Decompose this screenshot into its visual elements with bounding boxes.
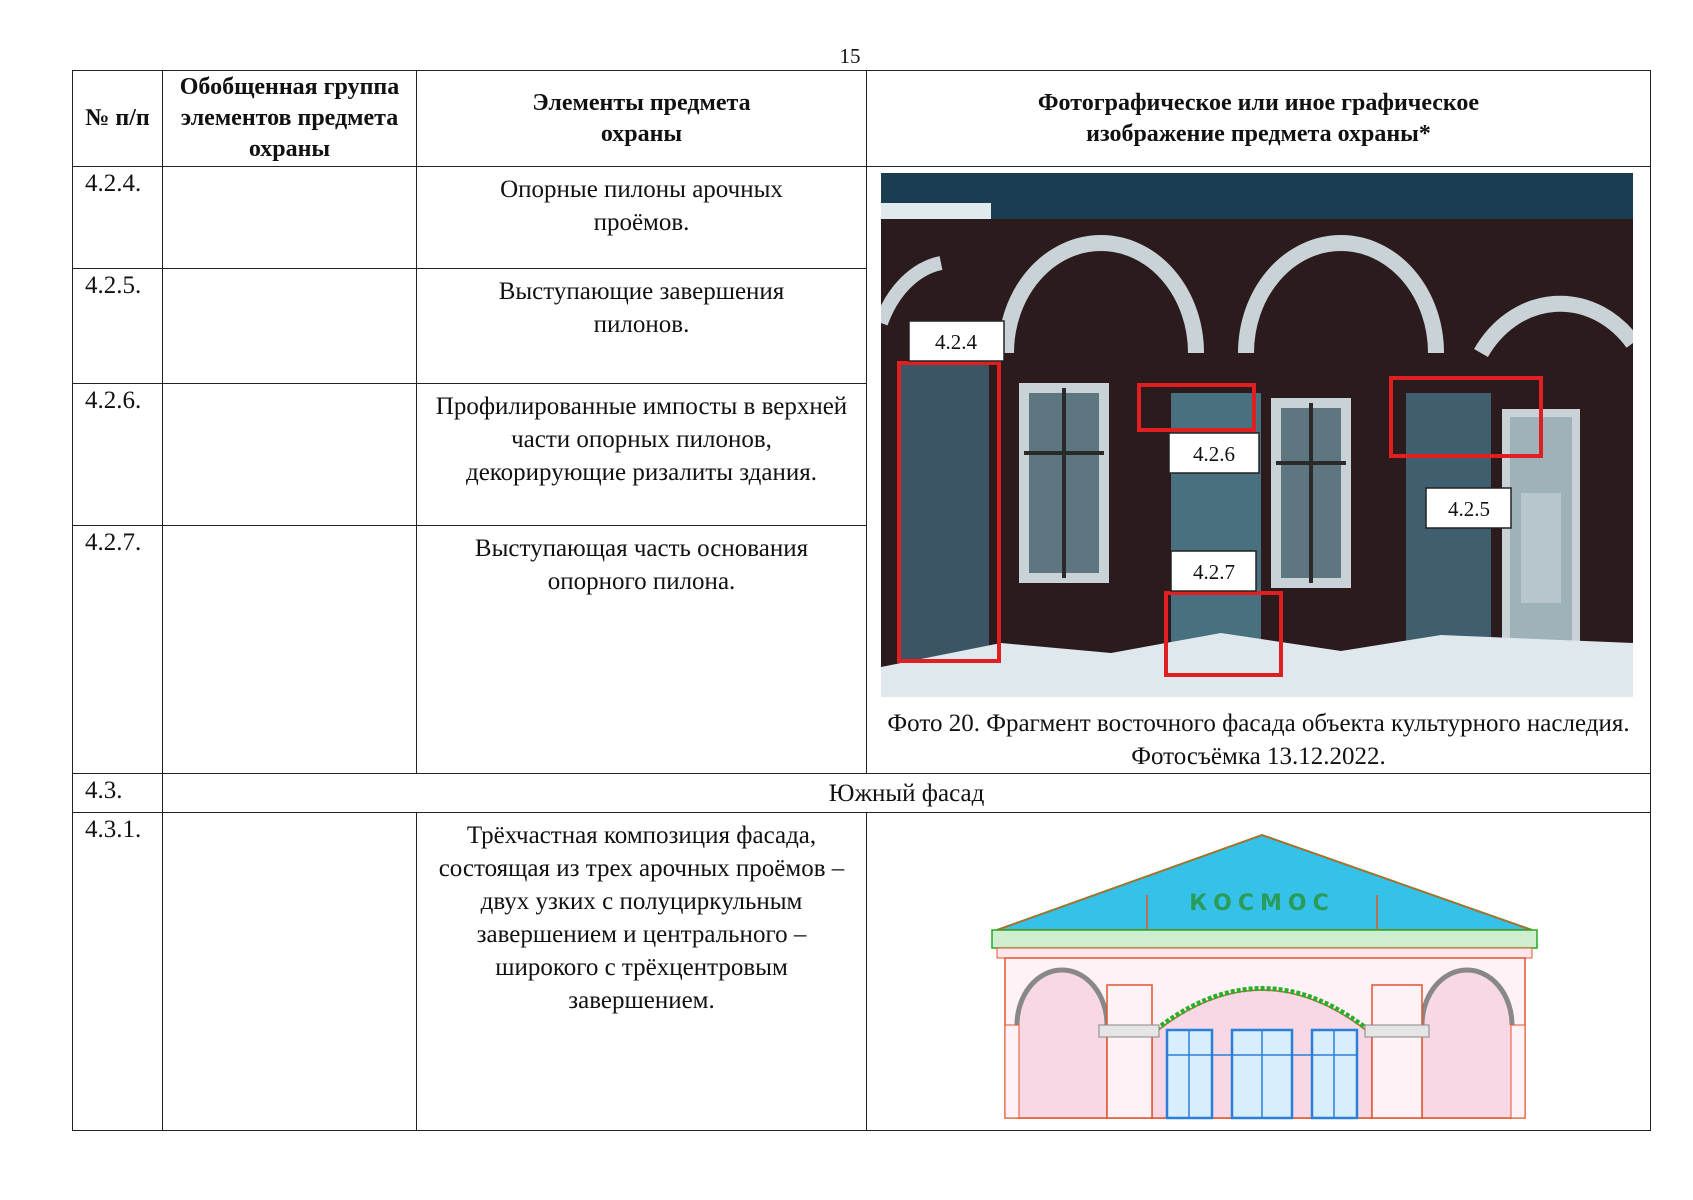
row-group	[163, 813, 417, 1131]
row-element: Профилированные импосты в верхней части опорных пилонов, декорирующие ризалиты здания.	[417, 384, 867, 526]
header-row	[73, 71, 1651, 167]
row-element: Выступающая часть основания опорного пилона.	[417, 526, 867, 774]
section-title: Южный фасад	[163, 774, 1651, 813]
facade-drawing-image	[987, 825, 1547, 1121]
table-row	[73, 813, 1651, 1131]
row-group	[163, 526, 417, 774]
header-num: № п/п	[73, 71, 163, 167]
protection-elements-table	[72, 70, 1651, 1131]
east-facade-photo	[881, 173, 1633, 706]
facade-photo-image	[881, 173, 1633, 697]
drawing-cell	[867, 813, 1651, 1131]
row-element: Трёхчастная композиция фасада, состоящая из трех арочных проёмов – двух узких с полуциркульным завершением и центрального – широкого с трёхцентровым завершением.	[417, 813, 867, 1131]
page-number: 15	[839, 44, 861, 68]
row-element: Опорные пилоны арочных проёмов.	[417, 167, 867, 269]
table-row	[73, 167, 1651, 269]
row-group	[163, 269, 417, 384]
header-group: Обобщенная группа элементов предмета охраны	[163, 71, 417, 167]
header-image: Фотографическое или иное графическое изображение предмета охраны*	[867, 71, 1651, 167]
row-num: 4.2.6.	[73, 384, 163, 526]
sign-text: КОСМОС	[1189, 891, 1335, 916]
photo-caption: Фото 20. Фрагмент восточного фасада объекта культурного наследия. Фотосъёмка 13.12.2022.	[887, 710, 1630, 770]
label-4-2-6: 4.2.6	[1193, 442, 1235, 466]
photo-cell	[867, 167, 1651, 774]
label-4-2-5: 4.2.5	[1448, 497, 1490, 521]
row-num: 4.3.1.	[73, 813, 163, 1131]
section-num: 4.3.	[73, 774, 163, 813]
row-group	[163, 384, 417, 526]
label-4-2-4: 4.2.4	[935, 330, 977, 354]
section-row	[73, 774, 1651, 813]
header-elements: Элементы предмета охраны	[417, 71, 867, 167]
label-4-2-7: 4.2.7	[1193, 560, 1235, 584]
row-element: Выступающие завершения пилонов.	[417, 269, 867, 384]
south-facade-drawing	[987, 825, 1547, 1130]
row-num: 4.2.4.	[73, 167, 163, 269]
row-group	[163, 167, 417, 269]
row-num: 4.2.5.	[73, 269, 163, 384]
row-num: 4.2.7.	[73, 526, 163, 774]
